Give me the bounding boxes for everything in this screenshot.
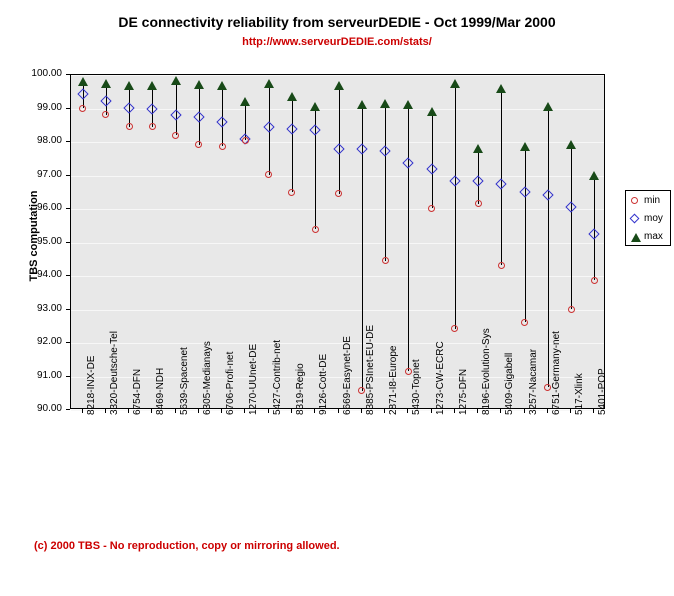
- x-tick-mark: [407, 409, 408, 413]
- x-tick-label: 8385-PSInet-EU-DE: [364, 324, 376, 415]
- x-tick-mark: [500, 409, 501, 413]
- data-point-min: [475, 200, 482, 207]
- data-point-moy: [379, 146, 390, 157]
- data-point-moy: [356, 144, 367, 155]
- x-tick-label: 9126-Cott-DE: [318, 353, 330, 415]
- x-tick-label: 6706-Profi-net: [225, 351, 237, 415]
- copyright-footer: (c) 2000 TBS - No reproduction, copy or mirroring allowed.: [34, 540, 340, 552]
- data-point-moy: [123, 102, 134, 113]
- y-tick-mark: [66, 141, 70, 142]
- x-tick-mark: [151, 409, 152, 413]
- y-tick-mark: [66, 108, 70, 109]
- data-point-max: [520, 142, 530, 151]
- data-point-moy: [565, 202, 576, 213]
- x-tick-label: 5401-POP: [597, 368, 609, 415]
- x-tick-label: 3257-Nacamar: [527, 348, 539, 415]
- data-point-moy: [263, 121, 274, 132]
- data-point-max: [101, 79, 111, 88]
- x-tick-label: 6669-Easynet-DE: [341, 336, 353, 415]
- data-point-min: [219, 143, 226, 150]
- data-point-moy: [472, 175, 483, 186]
- data-point-max: [473, 144, 483, 153]
- legend-item-min: [626, 192, 672, 210]
- data-stem: [525, 147, 526, 322]
- x-tick-label: 6305-Medianays: [201, 341, 213, 415]
- data-point-max: [543, 102, 553, 111]
- data-stem: [385, 104, 386, 260]
- data-point-max: [450, 79, 460, 88]
- gridline: [71, 377, 604, 378]
- x-tick-mark: [198, 409, 199, 413]
- data-point-max: [427, 107, 437, 116]
- x-tick-label: 5427-Contrib-net: [271, 339, 283, 415]
- data-point-max: [310, 102, 320, 111]
- x-tick-label: 8319-Regio: [294, 363, 306, 415]
- data-point-max: [566, 140, 576, 149]
- data-point-min: [102, 111, 109, 118]
- data-point-max: [589, 171, 599, 180]
- legend-label-min: min: [644, 195, 661, 206]
- y-tick-mark: [66, 242, 70, 243]
- data-stem: [548, 107, 549, 387]
- gridline: [71, 75, 604, 76]
- data-point-max: [403, 100, 413, 109]
- data-point-moy: [217, 116, 228, 127]
- x-tick-mark: [384, 409, 385, 413]
- x-tick-mark: [291, 409, 292, 413]
- x-tick-mark: [314, 409, 315, 413]
- data-point-min: [79, 105, 86, 112]
- data-point-moy: [100, 95, 111, 106]
- legend-item-moy: [626, 210, 672, 228]
- data-point-moy: [519, 186, 530, 197]
- data-point-max: [264, 79, 274, 88]
- min-marker-icon: [631, 197, 638, 204]
- data-point-max: [334, 81, 344, 90]
- y-tick-label: 97.00: [36, 168, 62, 180]
- x-tick-mark: [338, 409, 339, 413]
- data-point-min: [195, 141, 202, 148]
- x-tick-label: 8218-INX-DE: [85, 355, 97, 415]
- data-point-min: [498, 262, 505, 269]
- x-tick-mark: [128, 409, 129, 413]
- data-point-min: [126, 123, 133, 130]
- x-tick-mark: [82, 409, 83, 413]
- x-tick-mark: [361, 409, 362, 413]
- x-tick-mark: [524, 409, 525, 413]
- data-point-max: [217, 81, 227, 90]
- x-tick-label: 5430-Topnet: [411, 359, 423, 415]
- data-point-moy: [542, 189, 553, 200]
- x-tick-label: 5639-Spacenet: [178, 347, 190, 415]
- y-tick-label: 98.00: [36, 135, 62, 146]
- data-stem: [432, 112, 433, 208]
- data-point-moy: [147, 103, 158, 114]
- y-tick-label: 92.00: [36, 336, 62, 347]
- data-stem: [455, 84, 456, 329]
- data-stem: [501, 89, 502, 265]
- data-point-moy: [170, 109, 181, 120]
- x-tick-mark: [593, 409, 594, 413]
- x-tick-mark: [477, 409, 478, 413]
- data-point-moy: [286, 124, 297, 135]
- y-tick-mark: [66, 74, 70, 75]
- data-stem: [176, 81, 177, 135]
- y-tick-label: 94.00: [36, 269, 62, 280]
- x-tick-label: 3320-Deutsche-Tel: [108, 331, 120, 415]
- data-stem: [292, 97, 293, 192]
- data-point-min: [335, 190, 342, 197]
- data-point-min: [172, 132, 179, 139]
- x-tick-label: 8469-NDH: [155, 367, 167, 415]
- legend-label-moy: moy: [644, 213, 663, 224]
- data-point-moy: [449, 175, 460, 186]
- x-tick-mark: [431, 409, 432, 413]
- y-tick-mark: [66, 376, 70, 377]
- x-tick-mark: [175, 409, 176, 413]
- data-point-min: [382, 257, 389, 264]
- legend-item-max: [626, 228, 672, 246]
- data-stem: [571, 145, 572, 309]
- x-tick-label: 1273-CW-ECRC: [434, 341, 446, 415]
- data-point-min: [521, 319, 528, 326]
- data-point-moy: [310, 125, 321, 136]
- y-tick-label: 91.00: [36, 369, 62, 381]
- data-point-max: [287, 92, 297, 101]
- data-point-min: [149, 123, 156, 130]
- y-tick-mark: [66, 309, 70, 310]
- x-tick-label: 5409-Gigabell: [504, 352, 516, 415]
- data-point-min: [265, 171, 272, 178]
- x-tick-mark: [105, 409, 106, 413]
- chart-title: DE connectivity reliability from serveurDEDIE - Oct 1999/Mar 2000: [118, 14, 556, 30]
- data-point-moy: [496, 178, 507, 189]
- y-tick-label: 90.00: [36, 403, 62, 414]
- data-point-max: [171, 76, 181, 85]
- y-tick-mark: [66, 175, 70, 176]
- x-tick-mark: [268, 409, 269, 413]
- data-point-min: [312, 226, 319, 233]
- y-axis-label: TBS computation: [28, 190, 40, 282]
- chart-subtitle: http://www.serveurDEDIE.com/stats/: [242, 36, 432, 48]
- data-point-min: [451, 325, 458, 332]
- x-tick-label: 2871-I8-Europe: [388, 345, 400, 415]
- x-tick-mark: [570, 409, 571, 413]
- legend-label-max: max: [644, 231, 663, 242]
- y-tick-label: 93.00: [36, 302, 62, 314]
- data-point-min: [242, 137, 249, 144]
- y-tick-mark: [66, 275, 70, 276]
- data-point-moy: [589, 228, 600, 239]
- y-tick-mark: [66, 342, 70, 343]
- x-tick-label: 8196-Evolution-Sys: [481, 328, 493, 415]
- data-stem: [594, 176, 595, 281]
- data-point-moy: [403, 157, 414, 168]
- x-tick-mark: [244, 409, 245, 413]
- moy-marker-icon: [630, 214, 640, 224]
- data-point-min: [428, 205, 435, 212]
- x-tick-mark: [547, 409, 548, 413]
- data-point-max: [124, 81, 134, 90]
- data-stem: [339, 86, 340, 194]
- x-tick-label: 1275-DFN: [457, 368, 469, 415]
- x-tick-mark: [454, 409, 455, 413]
- y-tick-label: 95.00: [36, 235, 62, 247]
- data-stem: [408, 105, 409, 371]
- y-tick-label: 99.00: [36, 101, 62, 113]
- x-tick-label: 517-Xlink: [574, 373, 586, 415]
- data-point-min: [591, 277, 598, 284]
- y-tick-label: 96.00: [36, 202, 62, 213]
- data-point-max: [194, 80, 204, 89]
- y-tick-label: 100.00: [31, 68, 62, 79]
- y-tick-mark: [66, 409, 70, 410]
- x-tick-label: 6751-Germany-net: [550, 331, 562, 415]
- gridline: [71, 343, 604, 344]
- data-point-max: [147, 81, 157, 90]
- data-point-min: [568, 306, 575, 313]
- chart-legend: [625, 190, 671, 246]
- data-point-max: [78, 77, 88, 86]
- plot-area: [70, 74, 605, 409]
- x-tick-mark: [221, 409, 222, 413]
- y-tick-mark: [66, 208, 70, 209]
- x-tick-label: 6754-DFN: [132, 368, 144, 415]
- data-point-max: [380, 99, 390, 108]
- x-tick-label: 1270-UUnet-DE: [248, 343, 260, 415]
- data-point-moy: [426, 164, 437, 175]
- data-point-moy: [77, 89, 88, 100]
- data-point-max: [496, 84, 506, 93]
- data-point-moy: [193, 111, 204, 122]
- data-point-min: [288, 189, 295, 196]
- data-point-moy: [333, 144, 344, 155]
- data-point-max: [357, 100, 367, 109]
- data-point-max: [240, 97, 250, 106]
- max-marker-icon: [631, 233, 641, 242]
